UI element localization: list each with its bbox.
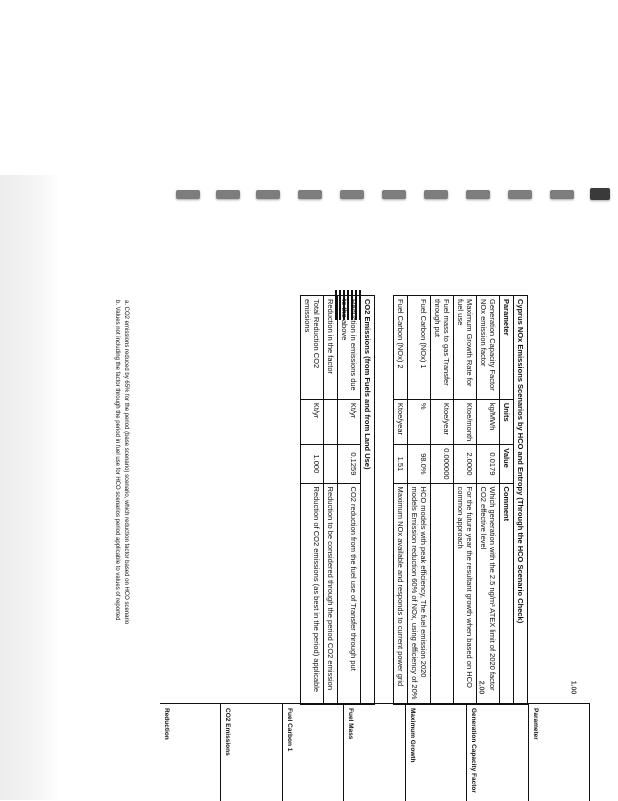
table-row bbox=[408, 296, 431, 705]
next-table-header: CO2 Emissions bbox=[224, 708, 232, 756]
next-table-strip bbox=[160, 703, 590, 801]
section-row bbox=[361, 296, 375, 705]
perforation-mark bbox=[298, 190, 322, 199]
table-cell bbox=[324, 399, 338, 444]
column-header: Comment bbox=[500, 483, 514, 704]
table-cell: Reduction to be considered through the period CO2 emission bbox=[324, 483, 338, 704]
table-cell: Reduction in emissions due to the above bbox=[338, 296, 361, 400]
table-cell: Generation Capacity Factor NOx emission factor bbox=[477, 296, 500, 400]
table-row bbox=[431, 296, 454, 705]
table-cell: Kt/yr bbox=[301, 399, 324, 444]
table-cell: 1.51 bbox=[394, 445, 408, 483]
table-cell: CO2 reduction from the fuel use of Transfer through put bbox=[338, 483, 361, 704]
table-row bbox=[338, 296, 361, 705]
table-note: a. CO2 emissions reduced by 65% for the period (base scenario) scenario, which reduction factor based on HCO scenario bbox=[123, 300, 129, 625]
table-caption-row bbox=[514, 296, 528, 705]
table-cell: 0.0179 bbox=[477, 445, 500, 483]
table-cell: Ktoe/year bbox=[431, 399, 454, 444]
rotated-table-sheet bbox=[168, 295, 528, 705]
table-cell: Maximum NOx available and responds to current power grid bbox=[394, 483, 408, 704]
table-cell: 2.0000 bbox=[454, 445, 477, 483]
next-table-header: Reduction bbox=[163, 708, 170, 740]
table-notes bbox=[114, 300, 140, 780]
perforation-mark bbox=[424, 190, 448, 199]
table-cell: Total Reduction CO2 emissions bbox=[301, 296, 324, 400]
column-header: Units bbox=[500, 399, 514, 444]
table-cell: Ktoe/month bbox=[454, 399, 477, 444]
table-row bbox=[324, 296, 338, 705]
table-header-row bbox=[500, 296, 514, 705]
margin-mark: 1.00 bbox=[569, 680, 577, 695]
spacer-cell bbox=[375, 296, 394, 705]
perforation-mark bbox=[508, 190, 532, 199]
perforation-mark bbox=[216, 190, 240, 199]
table-cell: Reduction in the factor bbox=[324, 296, 338, 400]
next-table-header: Fuel Mass bbox=[347, 708, 355, 740]
table-cell: 98.0% bbox=[408, 445, 431, 483]
table-cell: kg/MWh bbox=[477, 399, 500, 444]
table-row bbox=[477, 296, 500, 705]
next-table-column bbox=[160, 704, 221, 801]
table-cell: Reduction of CO2 emissions (as best in the period) applicable bbox=[301, 483, 324, 704]
margin-mark: 2.00 bbox=[477, 680, 485, 695]
table-cell: Maximum Growth Rate for fuel use bbox=[454, 296, 477, 400]
perforation-mark bbox=[466, 190, 490, 199]
table-cell: For the future year the resultant growth when based on HCO common approach bbox=[454, 483, 477, 704]
table-caption: Cyprus NOx Emissions Scenarios by HCO and Entropy (Through the HCO Scenario Check) bbox=[514, 296, 528, 705]
table-cell: 0.1259 bbox=[338, 445, 361, 483]
scan-margin-shadow bbox=[0, 175, 60, 800]
table-row bbox=[301, 296, 324, 705]
perforation-mark bbox=[382, 190, 406, 199]
table-cell: Fuel Carbon (NOx) 2 bbox=[394, 296, 408, 400]
table-cell: % bbox=[408, 399, 431, 444]
emissions-table bbox=[300, 295, 528, 705]
next-table-column bbox=[221, 704, 282, 801]
perforation-mark bbox=[176, 190, 200, 199]
table-row bbox=[394, 296, 408, 705]
table-spacer bbox=[375, 296, 394, 705]
perforation-mark bbox=[340, 190, 364, 199]
table-cell: HCO models with peak efficiency, The fuel emission 2020 models Emission reduction 60% of NOx, using efficiency of 20% bbox=[408, 483, 431, 704]
next-table-header: Generation Capacity Factor bbox=[470, 708, 478, 793]
perforation-mark bbox=[550, 190, 574, 199]
next-table-column bbox=[283, 704, 344, 801]
table-cell bbox=[324, 445, 338, 483]
next-table-column bbox=[406, 704, 467, 801]
table-cell: Fuel Carbon (NOx) 1 bbox=[408, 296, 431, 400]
table-cell: Ktoe/year bbox=[394, 399, 408, 444]
next-table-column bbox=[344, 704, 405, 801]
table-note: b. Values not including the factor through the period in fuel use for HCO scenarios period applicable to values of reported bbox=[114, 300, 120, 621]
table-cell: Kt/yr bbox=[338, 399, 361, 444]
perforation-mark bbox=[590, 188, 610, 200]
table-row bbox=[454, 296, 477, 705]
column-header: Parameter bbox=[500, 296, 514, 400]
table-cell: Which generation with the 2.5 ng/m³ ATEX limit of 2020 factor CO2 effective level bbox=[477, 483, 500, 704]
table-cell: Fuel mass to gas Transfer through put bbox=[431, 296, 454, 400]
column-header: Value bbox=[500, 445, 514, 483]
next-table-header: Parameter bbox=[531, 708, 539, 740]
table-cell bbox=[431, 483, 454, 704]
table-cell: 1.000 bbox=[301, 445, 324, 483]
perforation-mark bbox=[256, 190, 280, 199]
next-table-column bbox=[529, 704, 590, 801]
next-table-column bbox=[467, 704, 528, 801]
next-table-header: Fuel Carbon 1 bbox=[285, 708, 293, 752]
section-title: CO2 Emissions (from Fuels and from Land Use) bbox=[361, 296, 375, 705]
next-table-header: Maximum Growth bbox=[408, 708, 416, 763]
table-cell: 0.000000 bbox=[431, 445, 454, 483]
